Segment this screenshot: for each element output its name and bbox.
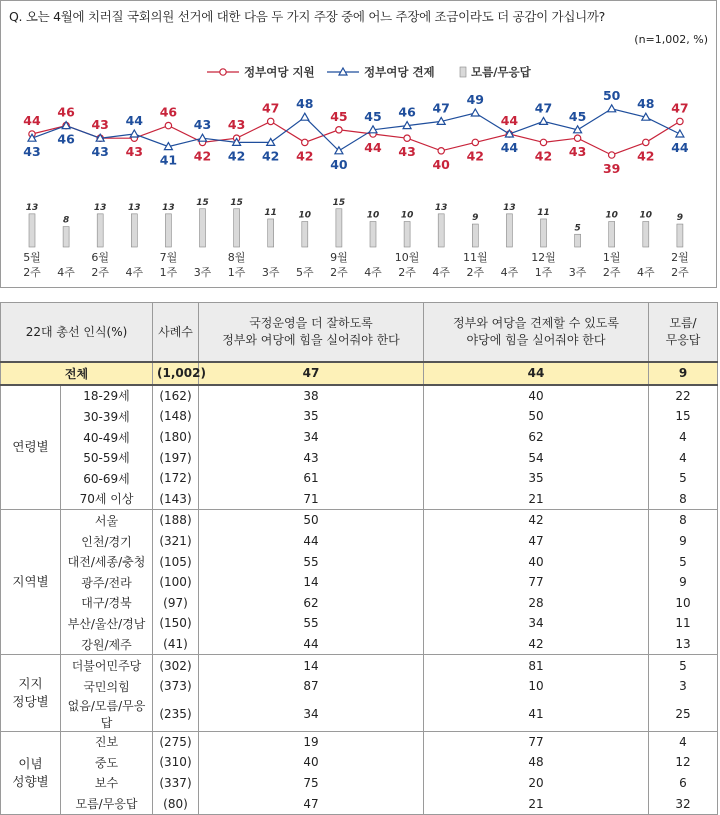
total-check: 44 [424,362,649,385]
row-check: 50 [424,406,649,427]
support-value-label: 43 [398,144,416,160]
table-row [1,572,718,593]
trend-chart [1,1,718,289]
x-tick-week: 2주 [330,266,348,279]
chart-panel [0,0,717,288]
x-tick-month: 8월 [227,251,246,264]
dk-bar-label: 11 [537,207,550,218]
check-value-label: 42 [227,148,246,164]
row-n: (97) [153,593,199,614]
x-tick-week: 3주 [261,266,280,279]
header-support: 국정운영을 더 잘하도록 정부와 여당에 힘을 실어줘야 한다 [199,303,424,363]
row-dk: 4 [649,731,718,752]
dk-bar-label: 13 [162,202,175,213]
support-value-label: 45 [330,108,348,124]
row-support: 38 [199,385,424,407]
crosstab-table-wrap [0,302,717,815]
dk-bar-label: 13 [128,202,141,213]
row-n: (41) [153,634,199,655]
row-dk: 4 [649,447,718,468]
dk-bar [131,214,137,247]
table-row [1,676,718,697]
check-point [540,117,548,124]
row-n: (235) [153,697,199,732]
x-tick-week: 2주 [91,266,110,279]
row-support: 14 [199,572,424,593]
x-tick-week: 2주 [602,266,621,279]
row-support: 75 [199,773,424,794]
check-value-label: 47 [534,100,553,116]
row-check: 34 [424,613,649,634]
total-support: 47 [199,362,424,385]
table-row [1,731,718,752]
chart-legend [207,65,532,79]
row-n: (321) [153,531,199,552]
row-check: 35 [424,468,649,489]
x-tick-week: 1주 [534,266,553,279]
row-label: 더불어민주당 [61,655,153,676]
row-check: 62 [424,427,649,448]
dk-bar [336,209,342,247]
table-row [1,447,718,468]
support-value-label: 42 [296,148,314,164]
support-point [677,118,683,124]
dk-bar-label: 13 [434,202,448,213]
row-n: (337) [153,773,199,794]
check-value-label: 47 [432,100,450,116]
row-support: 55 [199,551,424,572]
dk-bar-label: 10 [298,210,312,221]
row-n: (150) [153,613,199,634]
row-check: 40 [424,385,649,407]
legend-check-label: 정부여당 견제 [364,65,435,79]
table-row [1,752,718,773]
row-support: 87 [199,676,424,697]
dk-bar [97,214,103,247]
row-check: 47 [424,531,649,552]
group-label: 지지 정당별 [1,655,61,731]
row-label: 70세 이상 [61,489,153,510]
row-check: 42 [424,634,649,655]
dk-bar [609,222,615,248]
table-row [1,510,718,531]
crosstab-table [0,302,718,815]
check-point [608,105,616,112]
row-check: 48 [424,752,649,773]
row-support: 35 [199,406,424,427]
x-tick-month: 2월 [671,251,689,264]
row-label: 강원/제주 [61,634,153,655]
support-value-label: 43 [91,117,109,133]
table-body [1,362,718,814]
dk-bar [302,222,308,248]
row-label: 중도 [61,752,153,773]
header-check: 정부와 여당을 견제할 수 있도록 야당에 힘을 실어줘야 한다 [424,303,649,363]
row-dk: 9 [649,531,718,552]
row-support: 14 [199,655,424,676]
row-dk: 13 [649,634,718,655]
x-tick-week: 1주 [159,266,178,279]
x-tick-month: 10월 [394,251,420,264]
check-value-label: 45 [568,108,587,124]
x-tick-month: 7월 [159,251,178,264]
row-label: 40-49세 [61,427,153,448]
dk-bar [234,209,240,247]
check-value-label: 45 [364,108,382,124]
row-support: 44 [199,531,424,552]
support-value-label: 39 [602,161,621,176]
table-row [1,531,718,552]
x-tick-month: 6월 [91,251,110,264]
table-row [1,634,718,655]
support-value-label: 46 [159,104,178,120]
support-point [438,148,444,154]
dk-bars [26,198,683,247]
row-n: (148) [153,406,199,427]
x-tick-week: 4주 [636,266,655,279]
x-tick-week: 2주 [671,266,689,279]
x-tick-month: 9월 [330,251,348,264]
support-value-label: 42 [466,148,485,164]
dk-bar-label: 11 [264,207,277,218]
row-label: 부산/울산/경남 [61,613,153,634]
group-label: 이념 성향별 [1,731,61,814]
group-label: 연령별 [1,385,61,510]
row-label: 60-69세 [61,468,153,489]
support-point [336,127,342,133]
support-point [574,135,580,141]
support-point [472,139,478,145]
x-axis-labels [23,250,689,279]
dk-bar [165,214,171,247]
row-check: 21 [424,489,649,510]
dk-bar-label: 9 [472,213,479,224]
dk-bar-label: 13 [93,202,107,213]
header-sample: 사례수 [153,303,199,363]
support-value-label: 42 [534,148,553,164]
dk-bar [643,222,649,248]
row-dk: 4 [649,427,718,448]
row-n: (143) [153,489,199,510]
row-n: (100) [153,572,199,593]
row-n: (197) [153,447,199,468]
support-point [268,118,274,124]
table-row-total [1,362,718,385]
row-dk: 8 [649,510,718,531]
row-n: (373) [153,676,199,697]
row-support: 71 [199,489,424,510]
row-check: 10 [424,676,649,697]
row-check: 21 [424,793,649,814]
row-label: 18-29세 [61,385,153,407]
dk-bar [268,219,274,247]
row-label: 광주/전라 [61,572,153,593]
x-tick-week: 3주 [568,266,587,279]
table-row [1,468,718,489]
row-check: 41 [424,697,649,732]
check-point [199,134,207,141]
check-value-label: 40 [330,156,348,172]
row-support: 62 [199,593,424,614]
row-check: 28 [424,593,649,614]
row-support: 44 [199,634,424,655]
x-tick-month: 11월 [462,251,488,264]
x-tick-week: 2주 [398,266,416,279]
row-check: 54 [424,447,649,468]
dk-bar-label: 10 [400,210,414,221]
row-check: 77 [424,731,649,752]
row-dk: 3 [649,676,718,697]
row-n: (105) [153,551,199,572]
check-value-label: 48 [296,96,314,112]
row-support: 50 [199,510,424,531]
support-value-label: 47 [671,100,689,116]
table-row [1,406,718,427]
row-support: 61 [199,468,424,489]
row-dk: 25 [649,697,718,732]
support-value-label: 46 [57,104,75,120]
row-check: 42 [424,510,649,531]
row-check: 20 [424,773,649,794]
support-point [609,152,615,158]
support-point [302,139,308,145]
dk-bar [29,214,35,247]
dk-bar-label: 10 [366,210,380,221]
row-label: 서울 [61,510,153,531]
row-dk: 22 [649,385,718,407]
dk-bar-label: 9 [676,213,684,224]
check-point [676,130,684,137]
support-value-label: 47 [261,100,280,116]
dk-bar [200,209,206,247]
row-label: 모름/무응답 [61,793,153,814]
table-row [1,655,718,676]
dk-bar [370,222,376,248]
check-point [301,113,309,120]
legend-dk-marker [460,67,466,77]
row-support: 43 [199,447,424,468]
row-label: 진보 [61,731,153,752]
dk-bar-label: 5 [574,223,581,234]
check-value-label: 43 [91,144,109,160]
x-tick-week: 4주 [500,266,519,279]
x-tick-month: 1월 [602,251,621,264]
table-header-row [1,303,718,363]
total-dk: 9 [649,362,718,385]
row-support: 34 [199,427,424,448]
check-value-label: 49 [466,92,485,107]
row-check: 40 [424,551,649,572]
dk-bar-label: 15 [196,197,209,208]
legend-support-marker [220,69,226,75]
dk-bar-label: 13 [25,202,39,213]
x-tick-week: 2주 [466,266,485,279]
row-support: 19 [199,731,424,752]
trend-lines [23,88,689,176]
group-label: 지역별 [1,510,61,655]
row-dk: 12 [649,752,718,773]
x-tick-week: 4주 [432,266,451,279]
row-n: (310) [153,752,199,773]
row-label: 30-39세 [61,406,153,427]
check-point [130,130,138,137]
row-dk: 5 [649,551,718,572]
check-value-label: 41 [159,152,178,168]
row-support: 55 [199,613,424,634]
support-value-label: 42 [193,148,212,164]
check-point [471,109,479,116]
table-row [1,793,718,814]
row-dk: 6 [649,773,718,794]
legend-dk-label: 모름/무응답 [471,65,531,79]
check-value-label: 48 [637,96,655,112]
row-label: 인천/경기 [61,531,153,552]
row-label: 없음/모름/무응답 [61,697,153,732]
row-n: (188) [153,510,199,531]
row-n: (172) [153,468,199,489]
x-tick-week: 4주 [57,266,75,279]
table-row [1,427,718,448]
row-label: 50-59세 [61,447,153,468]
support-value-label: 44 [500,113,519,128]
row-label: 국민의힘 [61,676,153,697]
table-row [1,613,718,634]
dk-bar [63,227,69,247]
table-row [1,593,718,614]
check-value-label: 43 [23,144,41,160]
row-support: 34 [199,697,424,732]
header-category: 22대 총선 인식(%) [1,303,153,363]
dk-bar [404,222,410,248]
legend-support-label: 정부여당 지원 [244,65,315,79]
check-value-label: 50 [602,87,621,103]
support-point [165,122,171,128]
row-dk: 9 [649,572,718,593]
support-point [404,135,410,141]
total-label: 전체 [1,362,153,385]
row-dk: 5 [649,468,718,489]
support-point [540,139,546,145]
dk-bar [541,219,547,247]
dk-bar [472,224,478,247]
dk-bar-label: 15 [230,197,243,208]
dk-bar [677,224,683,247]
check-value-label: 44 [671,140,689,155]
dk-bar-label: 8 [62,215,70,226]
row-label: 대구/경북 [61,593,153,614]
dk-bar [438,214,444,247]
row-dk: 8 [649,489,718,510]
row-n: (80) [153,793,199,814]
table-row [1,773,718,794]
row-check: 77 [424,572,649,593]
x-tick-week: 1주 [227,266,246,279]
x-tick-month: 5월 [23,251,41,264]
support-value-label: 43 [125,144,144,160]
dk-bar [506,214,512,247]
row-n: (180) [153,427,199,448]
table-row [1,385,718,407]
row-dk: 32 [649,793,718,814]
x-tick-week: 4주 [364,266,382,279]
check-value-label: 42 [261,148,280,164]
row-n: (302) [153,655,199,676]
row-dk: 11 [649,613,718,634]
row-label: 대전/세종/충청 [61,551,153,572]
support-value-label: 43 [227,117,246,133]
row-label: 보수 [61,773,153,794]
x-tick-week: 4주 [125,266,144,279]
check-value-label: 46 [57,131,75,147]
dk-bar-label: 10 [605,210,618,221]
table-row [1,489,718,510]
row-support: 40 [199,752,424,773]
row-support: 47 [199,793,424,814]
dk-bar-label: 10 [639,210,653,221]
x-tick-month: 12월 [531,251,556,264]
support-value-label: 40 [432,156,450,172]
check-value-label: 46 [398,104,416,120]
dk-bar [575,234,581,247]
row-dk: 5 [649,655,718,676]
check-value-label: 44 [500,140,519,155]
support-value-label: 42 [637,148,655,164]
x-tick-week: 3주 [193,266,212,279]
support-value-label: 44 [364,140,382,155]
support-point [643,139,649,145]
row-n: (162) [153,385,199,407]
support-value-label: 44 [23,113,41,128]
dk-bar-label: 15 [332,197,346,208]
total-n: (1,002) [153,362,199,385]
check-value-label: 44 [125,113,144,128]
row-check: 81 [424,655,649,676]
row-dk: 10 [649,593,718,614]
sample-size-note: (n=1,002, %) [634,33,708,46]
survey-question: Q. 오는 4월에 치러질 국회의원 선거에 대한 다음 두 가지 주장 중에 어느 주장에 조금이라도 더 공감이 가십니까? [9,9,605,24]
table-row [1,551,718,572]
support-value-label: 43 [568,144,587,160]
check-value-label: 43 [193,117,212,133]
x-tick-week: 2주 [23,266,41,279]
row-dk: 15 [649,406,718,427]
header-dk: 모름/ 무응답 [649,303,718,363]
dk-bar-label: 13 [503,202,516,213]
table-row [1,697,718,732]
row-n: (275) [153,731,199,752]
x-tick-week: 5주 [295,266,314,279]
